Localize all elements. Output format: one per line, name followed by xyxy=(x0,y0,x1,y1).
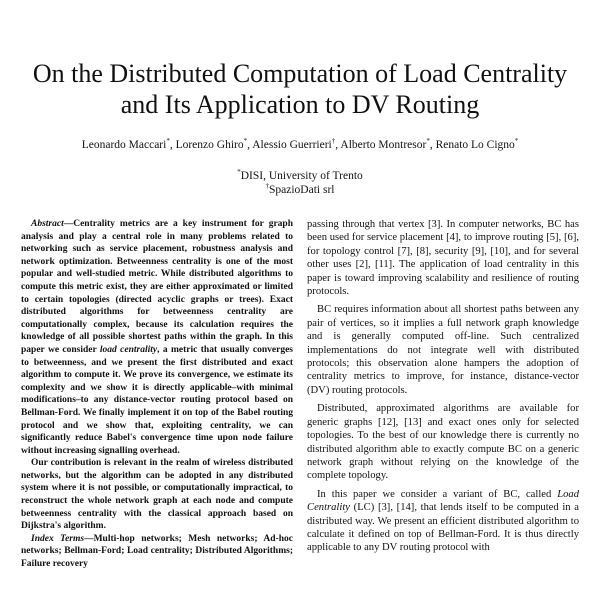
affiliations xyxy=(0,169,600,197)
paper-title xyxy=(0,58,600,120)
author: Leonardo Maccari*, xyxy=(81,137,176,151)
body-paragraph: BC requires information about all shortest paths between any pair of vertices, so it implies a full network graph knowledge and is generally computed off-line. Such centralized implementations do not integrate well with distributed protocols; this observation alone hampers the adoption of centrality metrics to improve, for instance, distance-vector (DV) routing protocols. xyxy=(307,304,579,396)
index-terms: Index Terms—Multi-hop networks; Mesh networks; Ad-hoc networks; Bellman-Ford; Load centrality; Distributed Algorithms; Failure recovery xyxy=(21,533,293,570)
body-paragraph: Distributed, approximated algorithms are available for generic graphs [12], [13] and exact ones only for selected topologies. To the best of our knowledge there is currently no distributed algorithm able to exactly compute BC on a generic network graph without relying on the knowledge of the complete topology. xyxy=(307,403,579,482)
author-list xyxy=(0,139,600,151)
intro-column xyxy=(307,218,579,600)
body-paragraph: In this paper we consider a variant of BC, called Load Centrality (LC) [3], [14], that lends itself to be computed in a distributed way. We present an efficient distributed algorithm to calculate it defined on top of Bellman-Ford. It is thus directly applicable to any DV routing protocol with xyxy=(307,488,579,554)
title-line-1: On the Distributed Computation of Load Centrality xyxy=(32,59,568,88)
title-line-2: and Its Application to DV Routing xyxy=(120,90,480,119)
abstract-lead: Abstract— xyxy=(31,219,74,229)
abstract-paragraph: Our contribution is relevant in the realm of wireless distributed networks, but the algorithm can be adopted in any distributed system where it is not possible, or computationally impractical, to reconstruct the whole network graph at each node and compute betweenness centrality with the classical approach based on Dijkstra's algorithm. xyxy=(21,458,293,532)
body-paragraph: passing through that vertex [3]. In computer networks, BC has been used for service placement [4], to improve routing [5], [6], for topology control [7], [8], security [9], [10], and for several other uses [2], [11]. The application of load centrality in this paper is toward improving scalability and resilience of routing protocols. xyxy=(307,219,579,298)
author: Alberto Montresor*, xyxy=(340,137,436,151)
abstract-paragraph: Abstract—Centrality metrics are a key instrument for graph analysis and play a central role in many problems related to networking such as service placement, robustness analysis and network optimization. Betweenness centrality is one of the most popular and well-studied metric. While distributed algorithms to compute this metric exist, they are either approximated or limited to certain topologies (directed acyclic graphs or trees). Exact distributed algorithms for betweenness centrality are computationally complex, because its calculation requires the knowledge of all possible shortest paths within the graph. In this paper we consider load centrality, a metric that usually converges to betweenness, and we present the first distributed and exact algorithm to compute it. We prove its convergence, we estimate its complexity and we show it is directly applicable–with minimal modifications–to any distance-vector routing protocol based on Bellman-Ford. We finally implement it on top of the Babel routing protocol and we show that, exploiting centrality, we can significantly reduce Babel's convergence time upon node failure without increasing signalling overhead. xyxy=(21,219,293,456)
abstract-column xyxy=(21,218,293,600)
affiliation: *DISI, University of Trento xyxy=(237,168,363,182)
affiliation: †SpazioDati srl xyxy=(265,182,335,196)
author: Renato Lo Cigno* xyxy=(435,137,519,151)
author: Lorenzo Ghiro*, xyxy=(175,137,253,151)
author: Alessio Guerrieri†, xyxy=(252,137,341,151)
